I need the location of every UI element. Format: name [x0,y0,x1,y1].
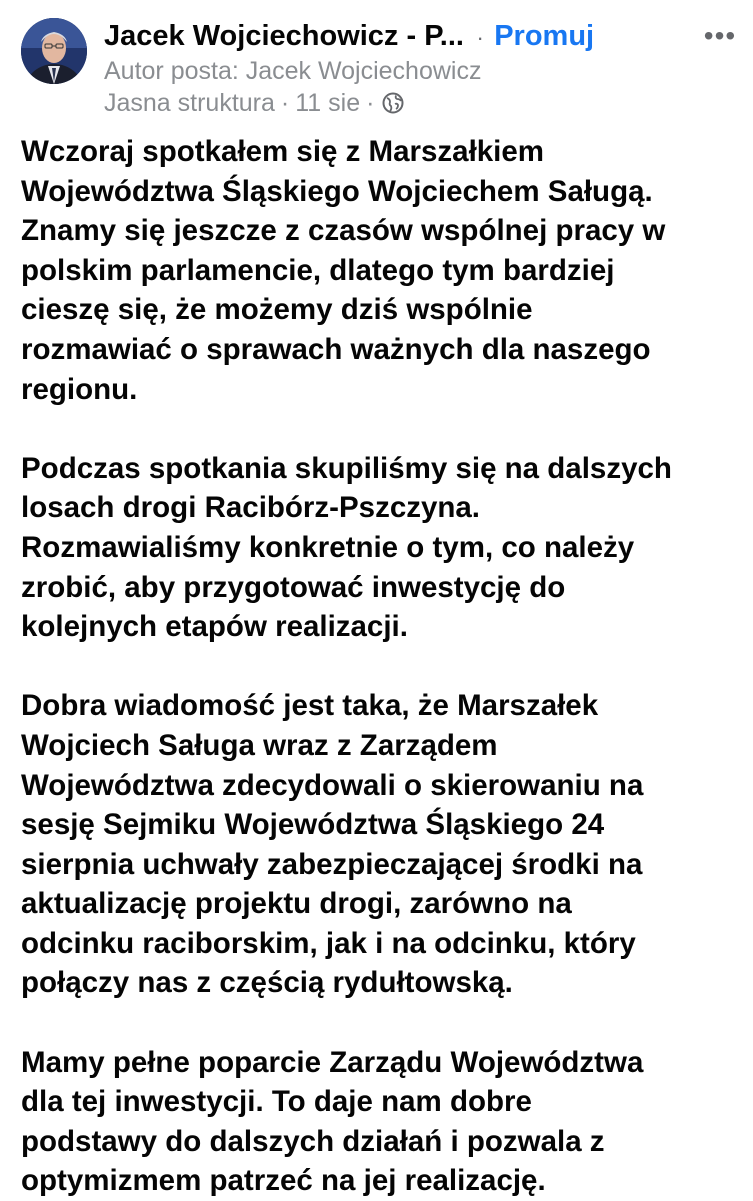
post-line: sesję Sejmiku Województwa Śląskiego 24 [21,808,605,842]
post-line: kolejnych etapów realizacji. [21,610,408,644]
promote-button[interactable]: Promuj [494,20,595,52]
post-line: zrobić, aby przygotować inwestycję do [21,570,566,604]
post-line: dla tej inwestycji. To daje nam dobre [21,1085,532,1119]
post-line: Województwa Śląskiego Wojciechem Saługą. [21,174,653,208]
post-line: odcinku raciborskim, jak i na odcinku, który [21,926,636,960]
post-paragraph-3 [21,686,743,1003]
avatar-image [21,18,87,84]
separator-dot: · [476,25,484,50]
meta-separator-2: · [366,89,375,117]
post-paragraph-1 [21,132,743,409]
more-horizontal-icon[interactable]: ••• [703,20,737,51]
post-line: polskim parlamencie, dlatego tym bardziej [21,253,615,287]
globe-icon[interactable] [382,89,404,111]
avatar[interactable] [21,18,87,84]
post-line: Wczoraj spotkałem się z Marszałkiem [21,135,545,168]
post-line: Województwa zdecydowali o skierowaniu na [21,768,644,802]
post-line: podstawy do dalszych działań i pozwala z [21,1124,605,1158]
post-line: Mamy pełne poparcie Zarządu Województwa [21,1045,644,1079]
post-date[interactable]: 11 sie [295,89,361,117]
author-name[interactable]: Jacek Wojciechowicz - P... [104,20,464,52]
post-paragraph-2 [21,449,743,647]
post-line: aktualizację projektu drogi, zarówno na [21,887,572,921]
post-line: cieszę się, że możemy dziś wspólnie [21,293,533,327]
post-paragraph-4 [21,1043,743,1201]
post-line: Znamy się jeszcze z czasów wspólnej pracy w [21,214,666,248]
meta-separator: · [280,89,290,117]
post-body [21,132,743,1201]
post-line: Wojciech Saługa wraz z Zarządem [21,728,498,762]
author-line [104,14,744,58]
post-author-attribution: Autor posta: Jacek Wojciechowicz [104,57,482,85]
post-line: Podczas spotkania skupiliśmy się na dalszych [21,451,672,485]
post-line: rozmawiać o sprawach ważnych dla naszego [21,332,651,366]
post-line: Dobra wiadomość jest taka, że Marszałek [21,689,599,723]
post-meta [104,86,404,120]
page-name[interactable]: Jasna struktura [104,89,275,117]
post-line: regionu. [21,372,138,406]
post-line: Rozmawialiśmy konkretnie o tym, co należy [21,530,635,564]
post-header [0,0,753,125]
post-line: losach drogi Racibórz-Pszczyna. [21,491,481,525]
post-line: optymizmem patrzeć na jej realizację. [21,1164,546,1198]
post-line: połączy nas z częścią rydułtowską. [21,966,513,1000]
post-line: sierpnia uchwały zabezpieczającej środki na [21,847,643,881]
